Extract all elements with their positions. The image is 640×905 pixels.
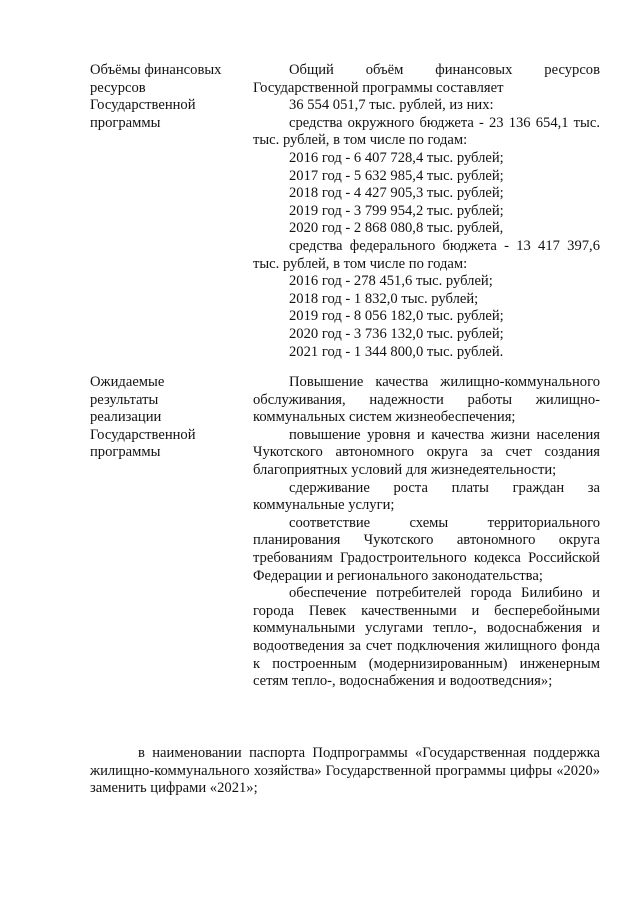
finance-label-line: программы [90,114,161,131]
federal-year-item: 2021 год - 1 344 800,0 тыс. рублей. [289,343,504,360]
finance-section-content [253,62,600,361]
district-budget-paragraph: средства окружного бюджета - 23 136 654,1 тыс. тыс. рублей, в том числе по годам: [253,114,600,149]
results-label-line: программы [90,444,161,461]
amendment-paragraph: в наименовании паспорта Подпрограммы «Государственная поддержка жилищно-коммунального хозяйства» Государственной программы цифры «2020» заменить цифрами «2021»; [90,745,600,797]
results-label-line: Государственной [90,426,196,443]
district-year-item: 2018 год - 4 427 905,3 тыс. рублей; [289,185,504,202]
results-label-line: Ожидаемые [90,374,165,390]
finance-label-line: ресурсов [90,79,146,96]
finance-intro-paragraph: Общий объём финансовых ресурсов Государственной программы составляет [253,62,600,96]
federal-year-item: 2018 год - 1 832,0 тыс. рублей; [289,290,479,307]
result-paragraph: соответствие схемы территориального планирования Чукотского автономного округа требованиям Градостроительного кодекса Российской Федерации и регионального законодательства; [253,514,600,584]
federal-budget-paragraph: средства федерального бюджета - 13 417 397,6 тыс. рублей, в том числе по годам: [253,237,600,272]
results-section-label [90,374,240,462]
district-year-item: 2017 год - 5 632 985,4 тыс. рублей; [289,167,504,184]
finance-label-line: Государственной [90,97,196,114]
federal-year-item: 2019 год - 8 056 182,0 тыс. рублей; [289,308,504,325]
district-year-item: 2016 год - 6 407 728,4 тыс. рублей; [289,149,504,166]
finance-section-label [90,62,240,132]
district-year-item: 2019 год - 3 799 954,2 тыс. рублей; [289,202,504,219]
result-paragraph: Повышение качества жилищно-коммунального обслуживания, надежности работы жилищно-коммунальных систем жизнеобеспечения; [253,374,600,426]
finance-label-line: Объёмы финансовых [90,62,222,78]
federal-year-item: 2020 год - 3 736 132,0 тыс. рублей; [289,325,504,342]
finance-total: 36 554 051,7 тыс. рублей, из них: [289,97,494,114]
result-paragraph: сдерживание роста платы граждан за коммунальные услуги; [253,479,600,514]
district-year-item: 2020 год - 2 868 080,8 тыс. рублей, [289,220,504,237]
result-paragraph: обеспечение потребителей города Билибино и города Певек качественными и бесперебойными коммунальными услугами тепло-, водоснабжения и водоотведения за счет подключения жилищного фонда к построенным (модернизированным) инженерным сетям тепло-, водоснабжения и водоотведсния»; [253,585,600,690]
results-label-line: реализации [90,409,162,426]
results-label-line: результаты [90,391,159,408]
result-paragraph: повышение уровня и качества жизни населения Чукотского автономного округа за счет создания благоприятных условий для жизнедеятельности; [253,426,600,478]
federal-year-item: 2016 год - 278 451,6 тыс. рублей; [289,273,493,290]
results-section-content [253,374,600,691]
